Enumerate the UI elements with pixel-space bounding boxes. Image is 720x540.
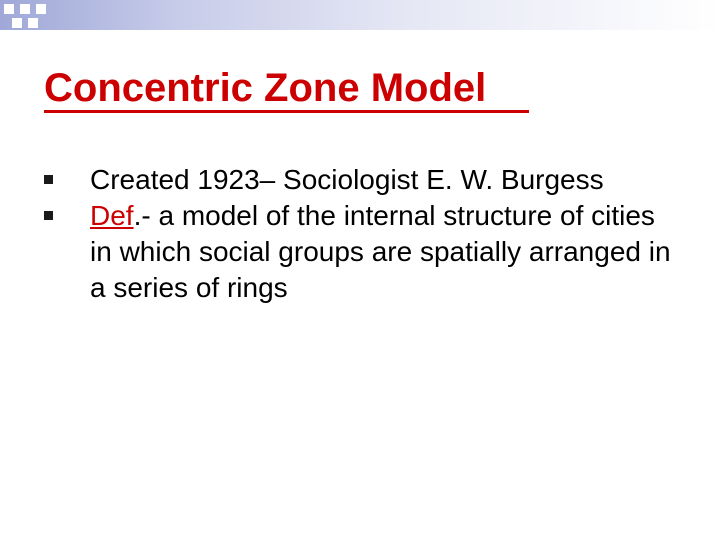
- slide-title: Concentric Zone Model: [44, 66, 487, 110]
- definition-term: Def: [90, 200, 134, 231]
- square-bullet-icon: [44, 175, 53, 184]
- square-bullet-icon: [44, 211, 53, 220]
- bullet-text-created: Created 1923– Sociologist E. W. Burgess: [90, 164, 604, 195]
- bullet-item-created: [44, 162, 684, 198]
- bullet-list: [44, 162, 684, 306]
- title-underline: [44, 110, 529, 113]
- header-decoration-bar: [0, 0, 720, 30]
- bullet-text-definition: .- a model of the internal structure of cities in which social groups are spatially arranged in a series of rings: [90, 200, 671, 303]
- bullet-item-definition: [44, 198, 684, 306]
- corner-squares-decoration: [0, 0, 60, 44]
